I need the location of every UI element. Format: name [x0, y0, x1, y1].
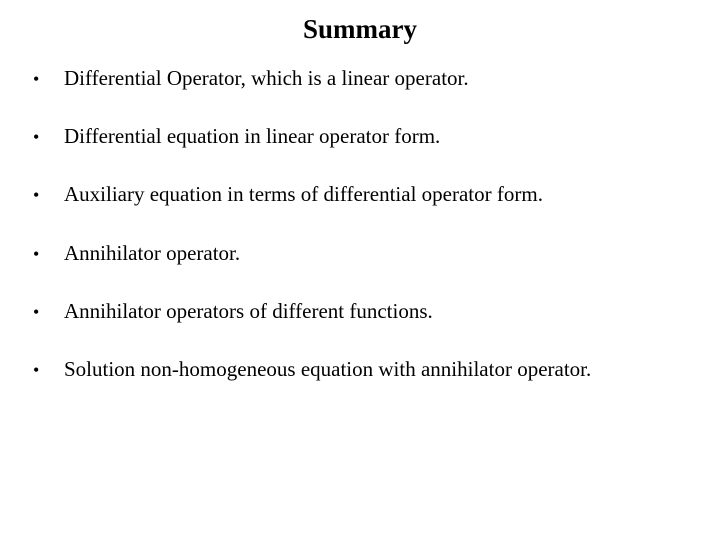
bullet-icon: • [33, 69, 40, 89]
bullet-item [33, 357, 591, 415]
bullet-icon: • [33, 185, 40, 206]
bullet-list [33, 66, 591, 415]
slide-title [0, 14, 720, 45]
bullet-item [33, 124, 591, 182]
bullet-item [33, 66, 591, 124]
bullet-item [33, 299, 591, 357]
bullet-text: Auxiliary equation in terms of differential operator form. [64, 182, 543, 207]
bullet-text: Differential equation in linear operator form. [64, 124, 441, 149]
bullet-icon: • [33, 301, 40, 322]
bullet-item [33, 241, 591, 299]
bullet-text: Annihilator operator. [64, 240, 241, 265]
bullet-item [33, 182, 591, 240]
bullet-text: Solution non-homogeneous equation with annihilator operator. [64, 356, 592, 381]
bullet-text: Annihilator operators of different functions. [64, 298, 433, 323]
bullet-icon: • [33, 127, 40, 148]
bullet-text: Differential Operator, which is a linear operator. [64, 66, 469, 90]
bullet-icon: • [33, 243, 40, 264]
slide-title-text: Summary [303, 14, 417, 44]
bullet-icon: • [33, 359, 40, 380]
